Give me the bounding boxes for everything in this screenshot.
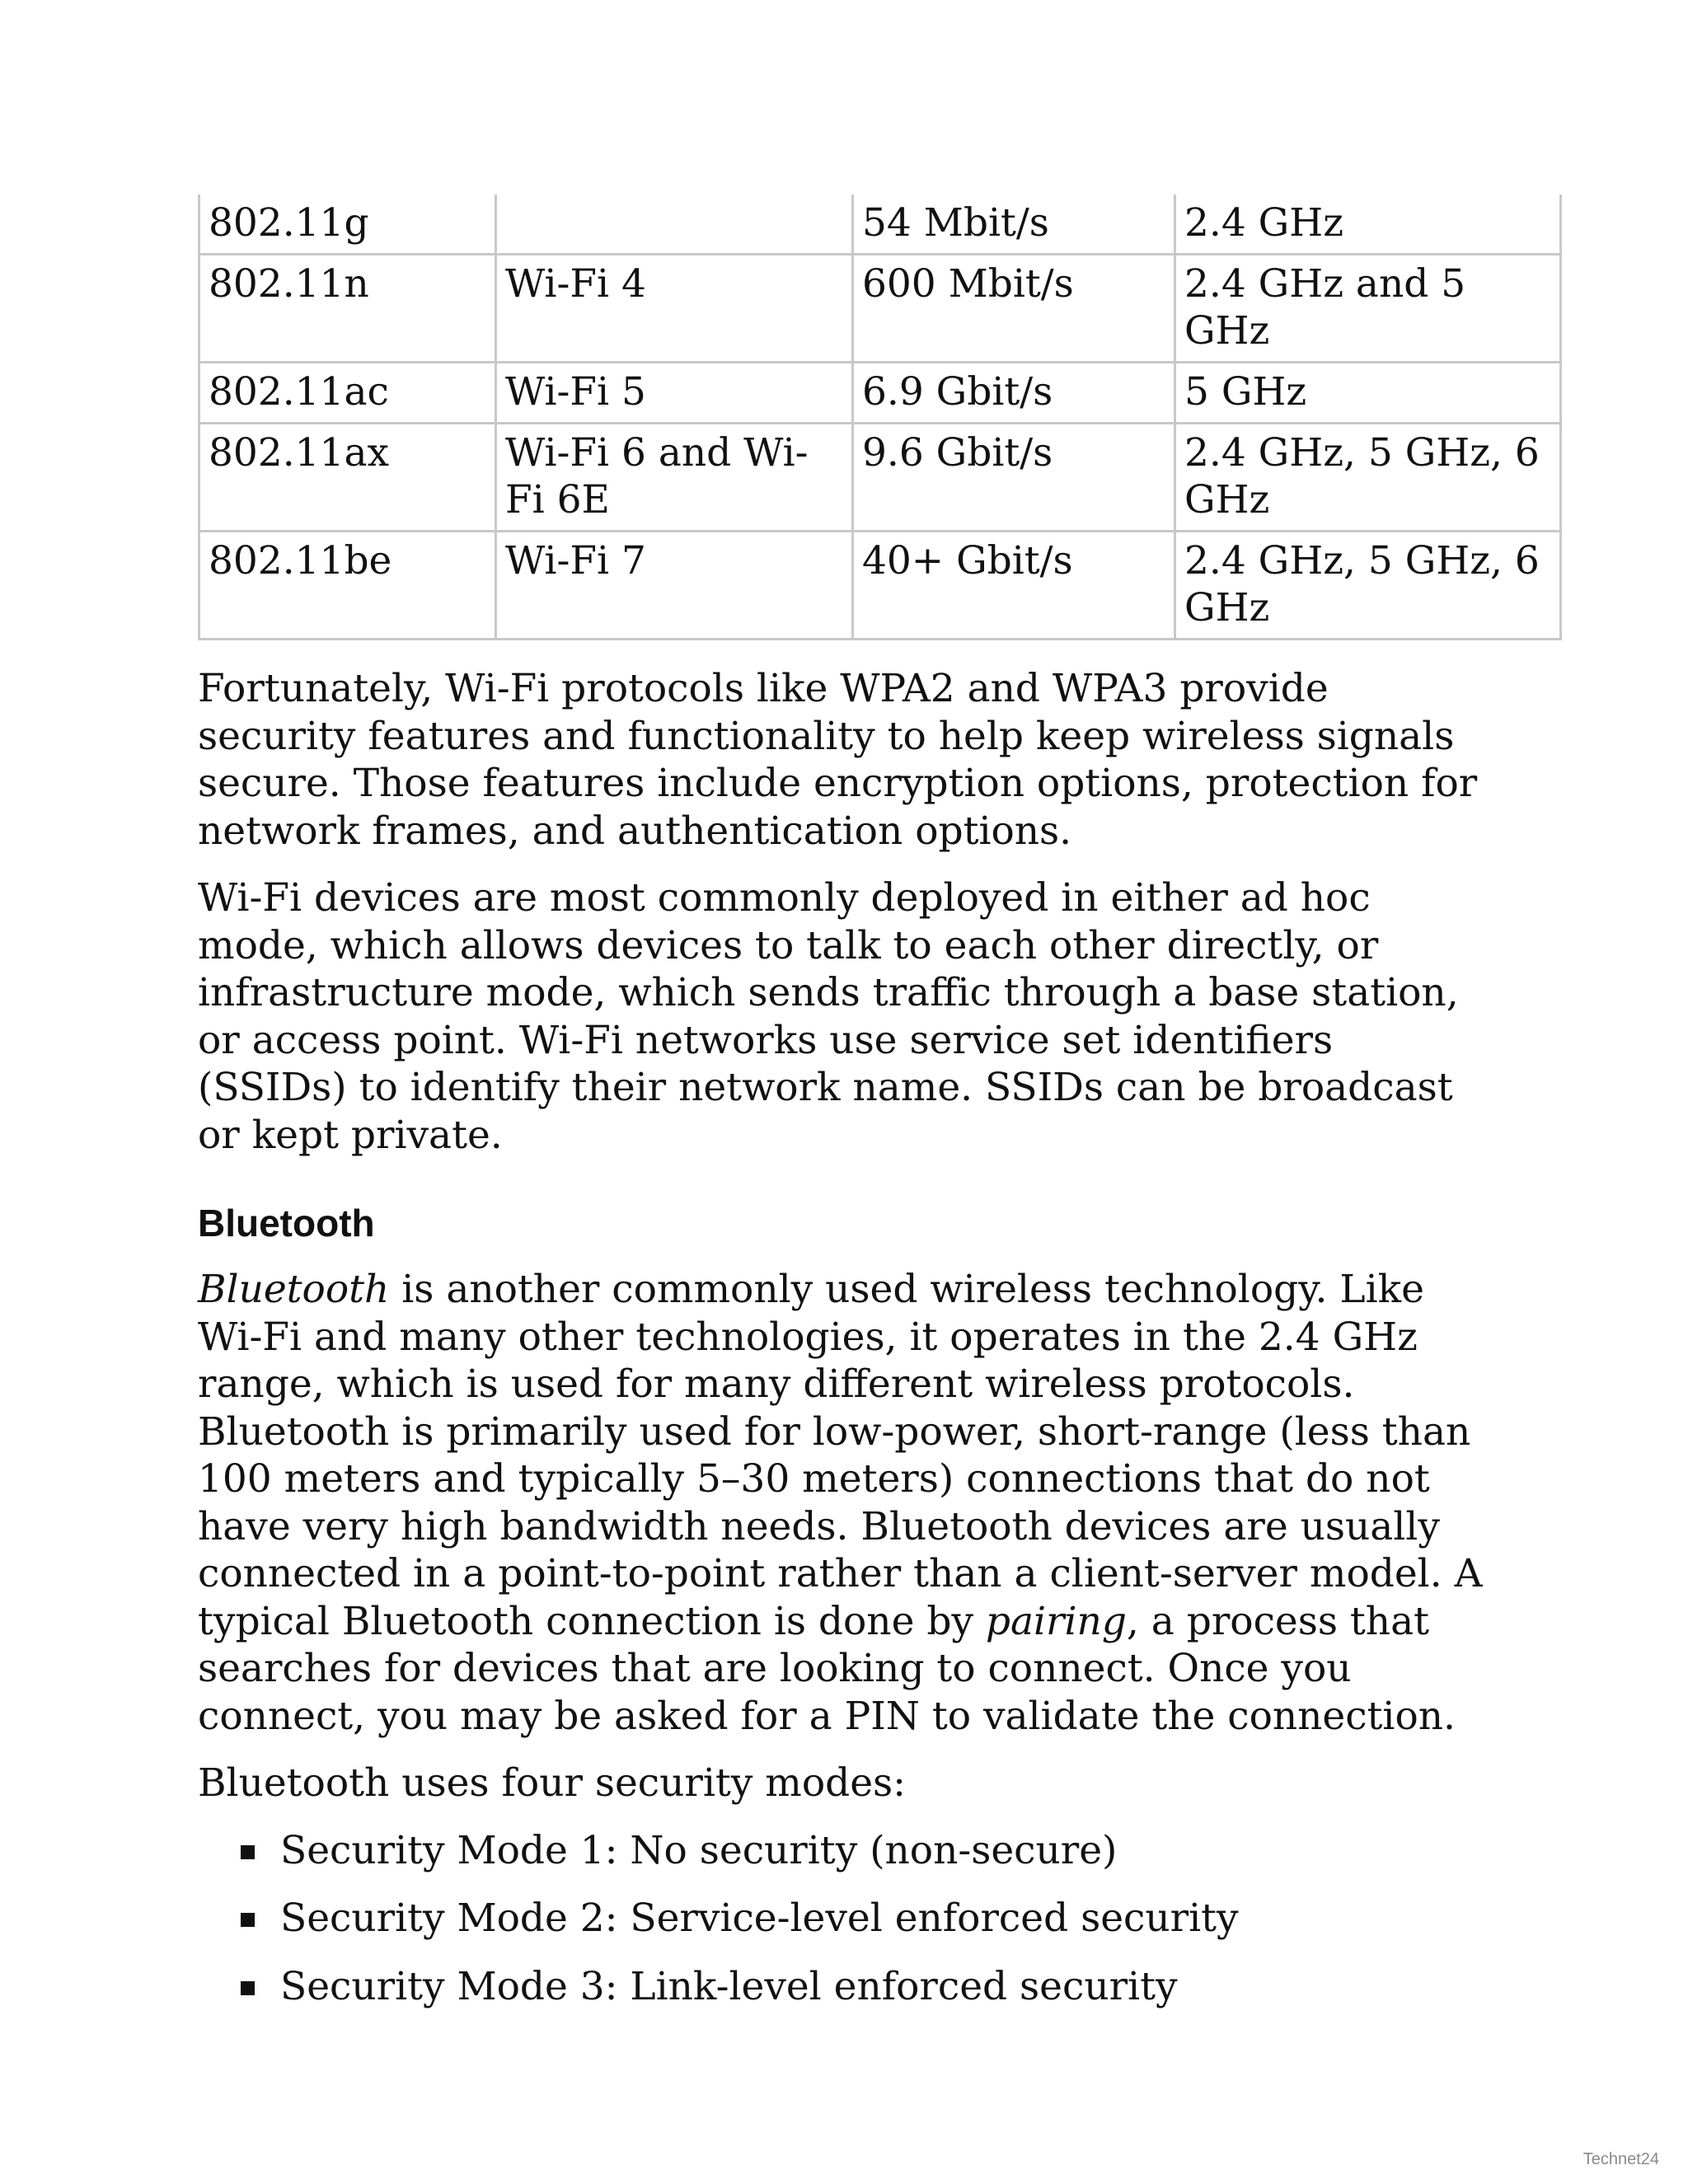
bluetooth-term: Bluetooth [198, 1267, 390, 1312]
security-modes-list [198, 1827, 1484, 2011]
bluetooth-heading: Bluetooth [198, 1202, 375, 1244]
table-cell: 802.11ax [199, 424, 496, 532]
list-item [198, 1827, 1484, 1875]
list-item [198, 1895, 1484, 1943]
footer-watermark: Technet24 [1582, 2150, 1659, 2168]
table-row [199, 363, 1561, 424]
list-item-text: Security Mode 1: No security (non-secure) [280, 1827, 1118, 1873]
table-cell: 802.11g [199, 194, 496, 255]
pairing-term: pairing [985, 1598, 1127, 1644]
table-cell: Wi-Fi 4 [496, 255, 853, 363]
table-row [199, 532, 1561, 640]
table-cell: Wi-Fi 5 [496, 363, 853, 424]
wifi-standards-table [198, 194, 1562, 640]
table-cell: 5 GHz [1175, 363, 1561, 424]
table-cell: 802.11be [199, 532, 496, 640]
table-cell: 40+ Gbit/s [853, 532, 1175, 640]
table-cell: 802.11n [199, 255, 496, 363]
document-page [198, 194, 1540, 2031]
table-cell: 6.9 Gbit/s [853, 363, 1175, 424]
wifi-modes-paragraph: Wi-Fi devices are most commonly deployed in either ad hoc mode, which allows devices to talk to each other directly, or infrastructure mode, which sends traffic through a base station, or access point. Wi-Fi networks use service set identifiers (SSIDs) to identify their network name. SSIDs can be broadcast or kept private. [198, 875, 1459, 1158]
square-bullet-icon [241, 1913, 255, 1927]
square-bullet-icon [241, 1981, 255, 1995]
table-cell: 2.4 GHz [1175, 194, 1561, 255]
table-cell: 2.4 GHz, 5 GHz, 6 GHz [1175, 532, 1561, 640]
list-item [198, 1963, 1484, 2011]
table-cell: 2.4 GHz, 5 GHz, 6 GHz [1175, 424, 1561, 532]
security-modes-intro: Bluetooth uses four security modes: [198, 1760, 906, 1806]
table-cell: 2.4 GHz and 5 GHz [1175, 255, 1561, 363]
table-cell: 54 Mbit/s [853, 194, 1175, 255]
table-row [199, 255, 1561, 363]
table-cell: 9.6 Gbit/s [853, 424, 1175, 532]
table-cell: 600 Mbit/s [853, 255, 1175, 363]
table-cell: 802.11ac [199, 363, 496, 424]
table-cell [496, 194, 853, 255]
list-item-text: Security Mode 3: Link-level enforced security [280, 1963, 1178, 2009]
table-row [199, 194, 1561, 255]
table-cell: Wi-Fi 7 [496, 532, 853, 640]
list-item-text: Security Mode 2: Service-level enforced security [280, 1896, 1239, 1941]
square-bullet-icon [241, 1845, 255, 1859]
wifi-security-paragraph: Fortunately, Wi-Fi protocols like WPA2 and WPA3 provide security features and functionality to help keep wireless signals secure. Those features include encryption options, protection for network frames, and authentication options. [198, 666, 1478, 854]
table-row [199, 424, 1561, 532]
bluetooth-intro-text-b: , a process that searches for devices that are looking to connect. Once you connect, you may be asked for a PIN to validate the connection. [198, 1598, 1456, 1739]
bluetooth-intro-text-a: is another commonly used wireless technology. Like Wi-Fi and many other technologies, it operates in the 2.4 GHz range, which is used for many different wireless protocols. Bluetooth is primarily used for low-power, short-range (less than 100 meters and typically 5–30 meters) connections that do not have very high bandwidth needs. Bluetooth devices are usually connected in a point-to-point rather than a client-server model. A typical Bluetooth connection is done by [198, 1267, 1483, 1644]
bluetooth-intro-paragraph [198, 1266, 1484, 1740]
table-cell: Wi-Fi 6 and Wi-Fi 6E [496, 424, 853, 532]
